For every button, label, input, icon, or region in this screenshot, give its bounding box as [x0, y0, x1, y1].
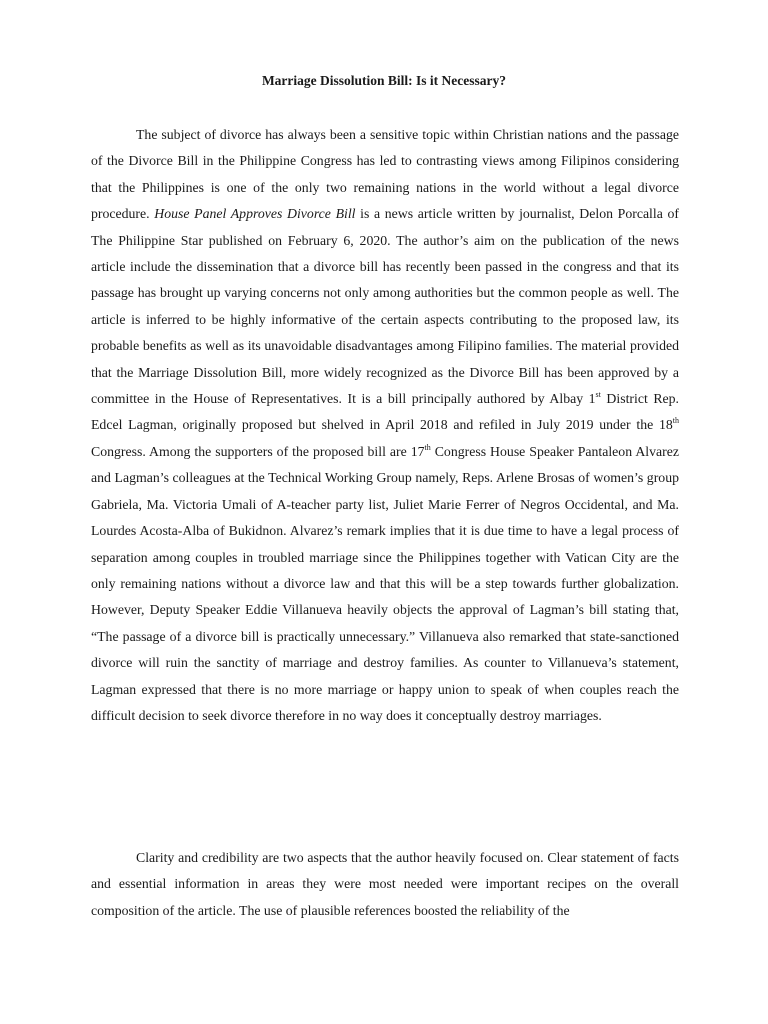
paragraph-1 — [91, 122, 679, 729]
paragraph-1-text-c: District Rep. Edcel Lagman, originally proposed but shelved in April 2018 and refiled in July 2019 under the 18 — [91, 391, 679, 433]
paragraph-1-text-b: is a news article written by journalist, Delon Porcalla of The Philippine Star published on February 6, 2020. The author’s aim on the publication of the news article include the dissemination that a divorce bill has recently been passed in the congress and that its passage has brought up varying concerns not only among authorities but the common people as well. The article is inferred to be highly informative of the certain aspects contributing to the proposed law, its probable benefits as well as its unavoidable disadvantages among Filipino families. The material provided that the Marriage Dissolution Bill, more widely recognized as the Divorce Bill has been approved by a committee in the House of Representatives. It is a bill principally authored by Albay 1 — [91, 206, 679, 407]
superscript-th-1: th — [672, 416, 679, 426]
page-title: Marriage Dissolution Bill: Is it Necessary? — [261, 73, 507, 88]
superscript-th-2: th — [424, 442, 431, 452]
superscript-st: st — [595, 390, 601, 400]
paragraph-2: Clarity and credibility are two aspects that the author heavily focused on. Clear statement of facts and essential information in areas they were most needed were important recipes on the overall composition of the article. The use of plausible references boosted the reliability of the — [91, 850, 679, 918]
paragraph-1-text-e: Congress House Speaker Pantaleon Alvarez and Lagman’s colleagues at the Technical Working Group namely, Reps. Arlene Brosas of women’s group Gabriela, Ma. Victoria Umali of A-teacher party list, Juliet Marie Ferrer of Negros Occidental, and Ma. Lourdes Acosta-Alba of Bukidnon. Alvarez’s remark implies that it is due time to have a legal process of separation among couples in troubled marriage since the Philippines together with Vatican City are the only remaining nations without a divorce law and that this will be a step towards further globalization. However, Deputy Speaker Eddie Villanueva heavily objects the approval of Lagman’s bill stating that, “The passage of a divorce bill is practically unnecessary.” Villanueva also remarked that state-sanctioned divorce will ruin the sanctity of marriage and destroy families. As counter to Villanueva’s statement, Lagman expressed that there is no more marriage or happy union to speak of when couples reach the difficult decision to seek divorce therefore in no way does it conceptually destroy marriages. — [91, 443, 679, 723]
paragraph-1-text-d: Congress. Among the supporters of the proposed bill are 17 — [91, 443, 425, 459]
article-title: House Panel Approves Divorce Bill — [154, 206, 356, 222]
paragraph-1-text-a: The subject of divorce has always been a sensitive topic within Christian nations and the passage of the Divorce Bill in the Philippine Congress has led to contrasting views among Filipinos considering that the Philippines is one of the only two remaining nations in the world without a legal divorce procedure. — [91, 127, 679, 222]
